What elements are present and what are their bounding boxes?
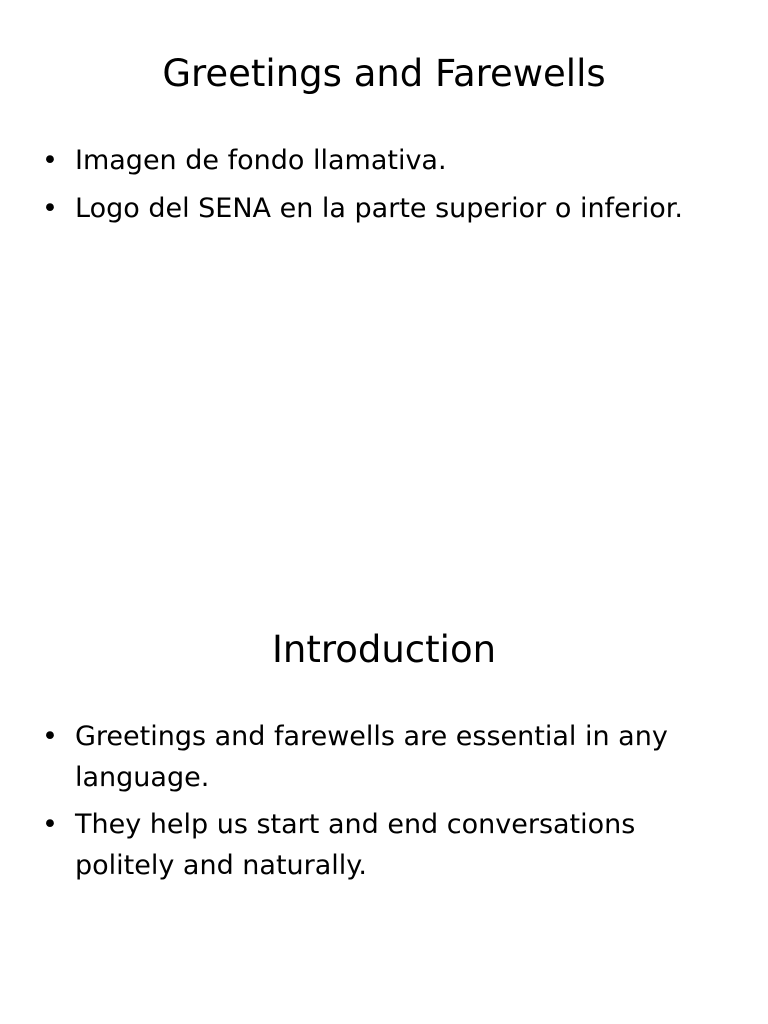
slide-introduction [0,576,768,1024]
bullet-dot-icon: • [42,721,58,752]
bullet-item [38,188,718,229]
bullet-text: Greetings and farewells are essential in any language. [75,721,668,793]
bullet-text: They help us start and end conversations politely and naturally. [75,809,636,881]
slide-title: Introduction [271,628,497,671]
bullet-text: Imagen de fondo llamativa. [75,145,447,176]
bullet-list [38,716,718,892]
bullet-dot-icon: • [42,193,58,224]
bullet-item [38,804,718,886]
bullet-dot-icon: • [42,809,58,840]
slide-title: Greetings and Farewells [162,52,606,95]
bullet-item [38,716,718,798]
bullet-item [38,140,718,181]
bullet-dot-icon: • [42,145,58,176]
bullet-list [38,140,718,236]
bullet-text: Logo del SENA en la parte superior o inferior. [75,193,684,224]
